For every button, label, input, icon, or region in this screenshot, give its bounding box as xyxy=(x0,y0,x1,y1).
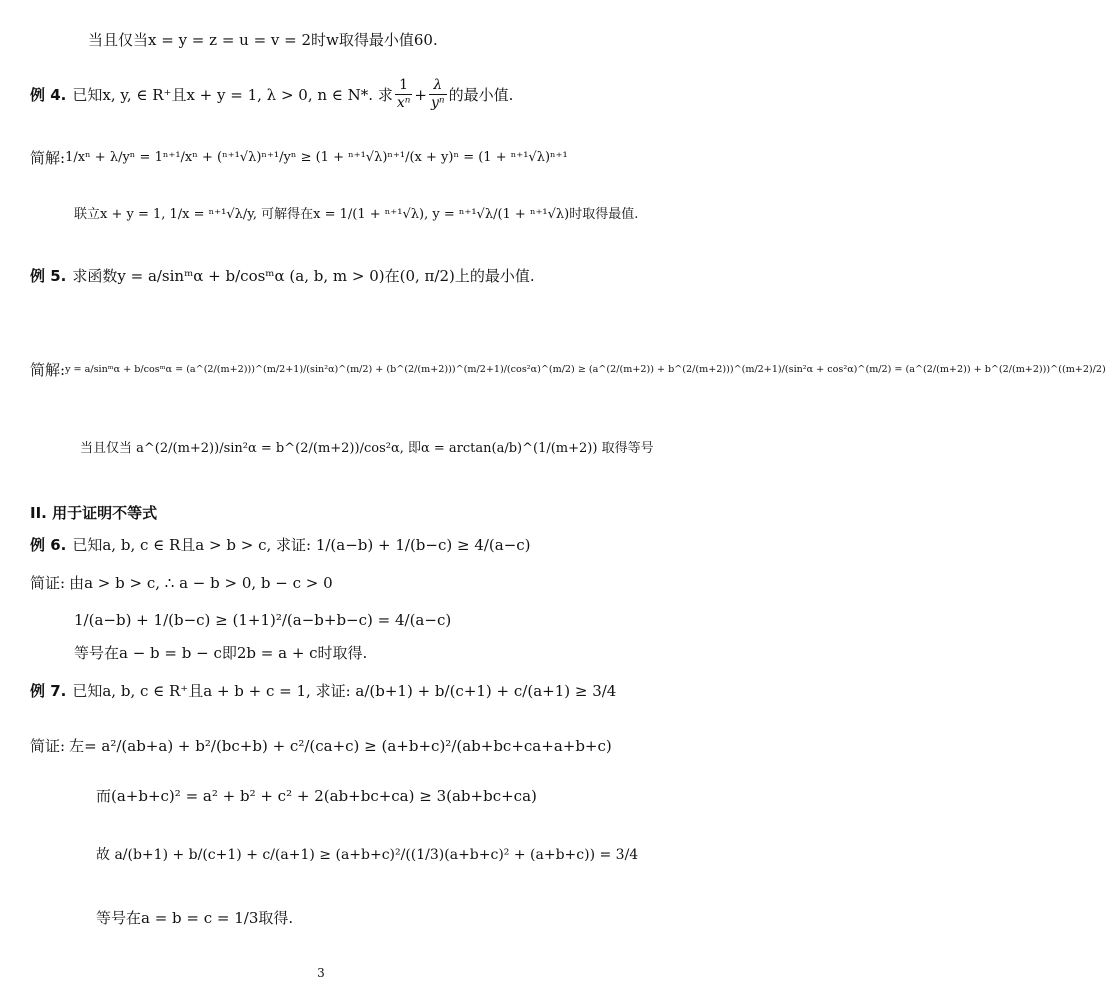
solution-4-line-2: 联立x + y = 1, 1/x = ⁿ⁺¹√λ/y, 可解得在x = 1/(1 + ⁿ⁺¹√λ), y = ⁿ⁺¹√λ/(1 + ⁿ⁺¹√λ)时取得最值. xyxy=(74,207,639,222)
example-5-text: 求函数y = a/sinᵐα + b/cosᵐα (a, b, m > 0)在(0, π/2)上的最小值. xyxy=(72,267,535,285)
solution-7-label: 简证: xyxy=(30,737,66,755)
example-4-statement: 例 4. 已知x, y, ∈ R⁺且x + y = 1, λ > 0, n ∈ N*. 求 $\frac{1}{\text{xⁿ}}$ + $\frac{\lambda}{\text{yⁿ}}$ 的最小值. xyxy=(30,77,514,112)
example-5-statement xyxy=(30,268,535,285)
example-7-statement: 例 7. 已知a, b, c ∈ R⁺且a + b + c = 1, 求证: a/(b+1) + b/(c+1) + c/(a+1) ≥ 3/4 xyxy=(30,682,617,700)
solution-6-line-1: 简证: 由a > b > c, ∴ a − b > 0, b − c > 0 xyxy=(30,574,333,592)
example-4-fraction-2: $\frac{\lambda}{\text{yⁿ}}$ xyxy=(431,77,445,112)
solution-7-line-3: 故 a/(b+1) + b/(c+1) + c/(a+1) ≥ (a+b+c)²/((1/3)(a+b+c)² + (a+b+c)) = 3/4 xyxy=(96,847,639,863)
solution-4-line-1 xyxy=(30,150,568,167)
solution-7-line-4: 等号在a = b = c = 1/3取得. xyxy=(96,909,294,927)
solution-5-line-1 xyxy=(30,362,1106,379)
solution-7-line-2: 而(a+b+c)² = a² + b² + c² + 2(ab+bc+ca) ≥ 3(ab+bc+ca) xyxy=(96,787,537,805)
solution-7-line-1: 简证: 左= a²/(ab+a) + b²/(bc+b) + c²/(ca+c) ≥ (a+b+c)²/(ab+bc+ca+a+b+c) xyxy=(30,737,612,755)
example-4-text: 已知x, y, ∈ R⁺且x + y = 1, λ > 0, n ∈ N*. 求 xyxy=(72,85,393,104)
solution-5-line-2: 当且仅当 a^(2/(m+2))/sin²α = b^(2/(m+2))/cos²α, 即α = arctan(a/b)^(1/(m+2)) 取得等号 xyxy=(80,441,654,456)
page-number: 3 xyxy=(317,966,325,980)
example-4-fraction-1: $\frac{1}{\text{xⁿ}}$ xyxy=(396,77,411,112)
solution-6-label: 简证: xyxy=(30,574,66,592)
solution-5-label: 简解: xyxy=(30,361,66,379)
solution-5-derivation: y = a/sinᵐα + b/cosᵐα = (a^(2/(m+2)))^(m/2+1)/(sin²α)^(m/2) + (b^(2/(m+2)))^(m/2+1)/(cos²α)^(m/2) ≥ (a^(2/(m+2)) + b^(2/(m+2)))^(m/2+1)/(sin²α + cos²α)^(m/2) = (a^(2/(m+2)) + b^(2/(m+2)))^((m+2)/2) xyxy=(65,363,1106,375)
example-7-label: 例 7. xyxy=(30,682,67,700)
example-6-statement: 例 6. 已知a, b, c ∈ R且a > b > c, 求证: 1/(a−b) + 1/(b−c) ≥ 4/(a−c) xyxy=(30,536,531,554)
line-equality-case-prev: 当且仅当x = y = z = u = v = 2时w取得最小值60. xyxy=(88,31,438,49)
example-4-label: 例 4. xyxy=(30,85,67,104)
solution-6-line-2: 1/(a−b) + 1/(b−c) ≥ (1+1)²/(a−b+b−c) = 4/(a−c) xyxy=(74,611,452,629)
example-6-label: 例 6. xyxy=(30,536,67,554)
solution-4-derivation: 1/xⁿ + λ/yⁿ = 1ⁿ⁺¹/xⁿ + (ⁿ⁺¹√λ)ⁿ⁺¹/yⁿ ≥ (1 + ⁿ⁺¹√λ)ⁿ⁺¹/(x + y)ⁿ = (1 + ⁿ⁺¹√λ)ⁿ⁺¹ xyxy=(65,150,568,166)
solution-4-label: 简解: xyxy=(30,149,66,167)
solution-6-line-3: 等号在a − b = b − c即2b = a + c时取得. xyxy=(74,644,368,662)
example-5-label: 例 5. xyxy=(30,267,67,285)
section-2-heading: II. 用于证明不等式 xyxy=(30,504,158,522)
